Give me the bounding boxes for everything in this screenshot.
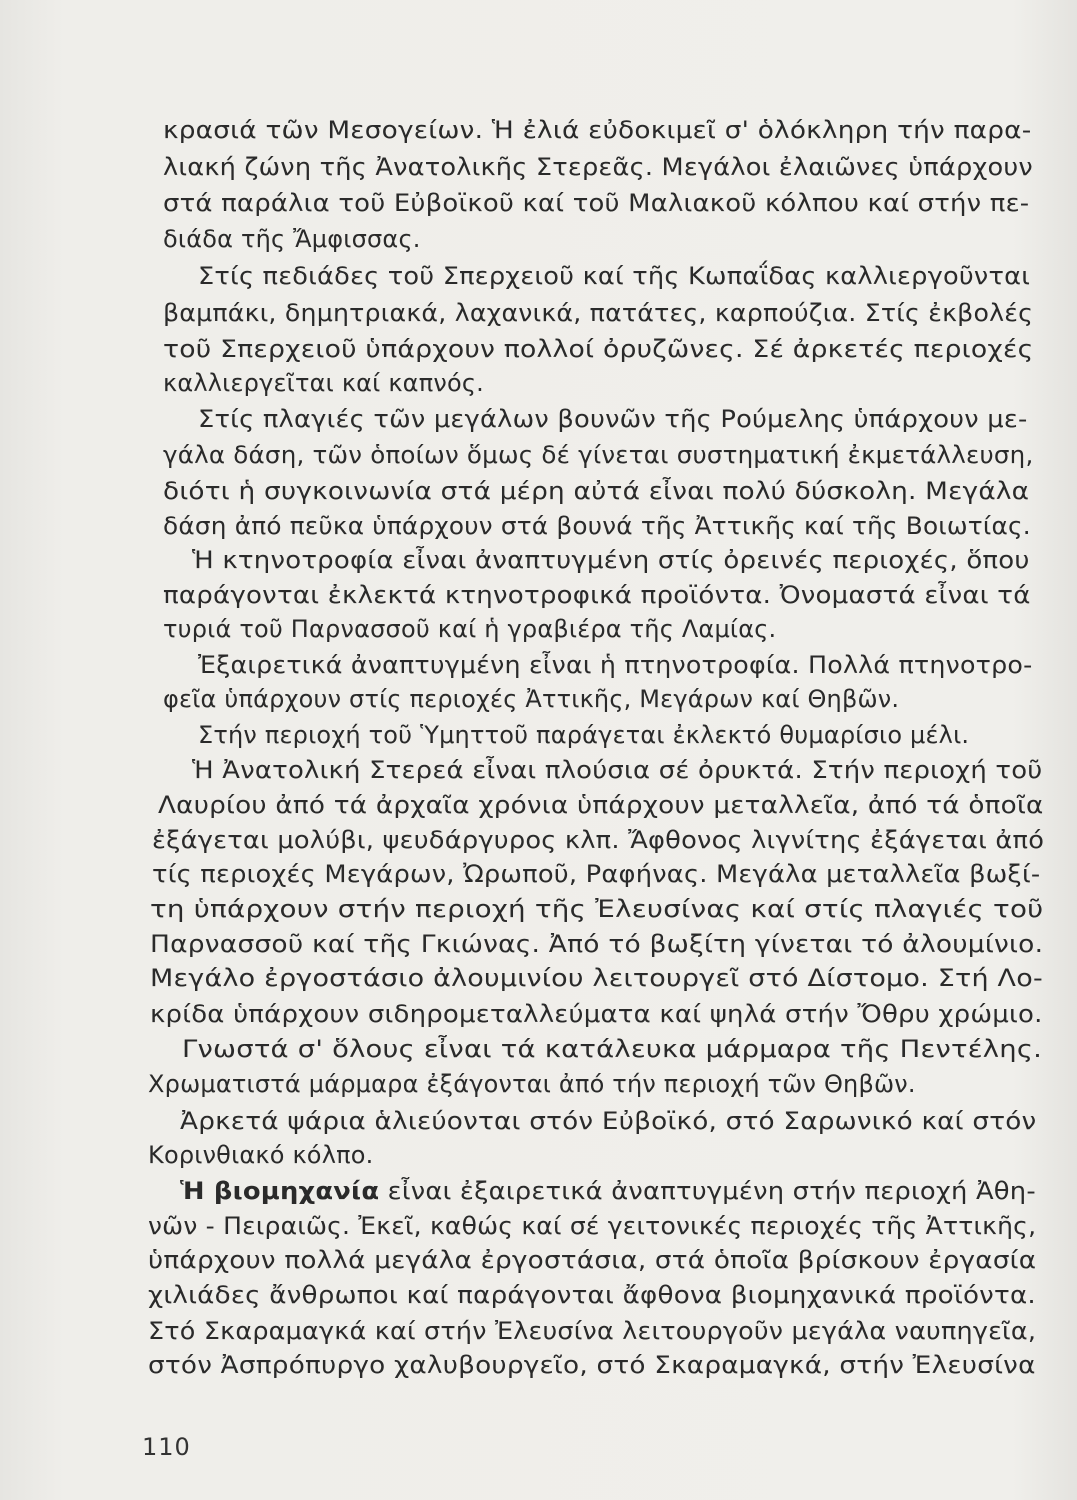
text-line: Ἡ κτηνοτροφία εἶναι ἀναπτυγμένη στίς ὀρεινές περιοχές, ὅπου [192, 546, 1030, 574]
text-line: κρίδα ὑπάρχουν σιδηρομεταλλεύματα καί ψηλά στήν Ὄθρυ χρώμιο. [150, 1000, 1043, 1028]
text-line: λιακή ζώνη τῆς Ἀνατολικῆς Στερεᾶς. Μεγάλοι ἐλαιῶνες ὑπάρχουν [163, 153, 1033, 181]
text-line: στόν Ἀσπρόπυργο χαλυβουργεῖο, στό Σκαραμαγκά, στήν Ἐλευσίνα [148, 1351, 1036, 1379]
text-line: ἐξάγεται μολύβι, ψευδάργυρος κλπ. Ἄφθονος λιγνίτης ἐξάγεται ἀπό [152, 826, 1045, 854]
text-line: Ἀρκετά ψάρια ἁλιεύονται στόν Εὐβοϊκό, στό Σαρωνικό καί στόν [180, 1107, 1037, 1135]
text-line: νῶν - Πειραιῶς. Ἐκεῖ, καθώς καί σέ γειτονικές περιοχές τῆς Ἀττικῆς, [148, 1212, 1037, 1240]
text-line: Στίς πλαγιές τῶν μεγάλων βουνῶν τῆς Ρούμελης ὑπάρχουν με- [198, 405, 1028, 433]
text-line: διότι ἡ συγκοινωνία στά μέρη αὐτά εἶναι πολύ δύσκολη. Μεγάλα [163, 477, 1030, 505]
text-line: κρασιά τῶν Μεσογείων. Ἡ ἐλιά εὐδοκιμεῖ σ' ὁλόκληρη τήν παρα- [163, 116, 1032, 144]
text-line: Ἡ Ἀνατολική Στερεά εἶναι πλούσια σέ ὀρυκτά. Στήν περιοχή τοῦ [192, 756, 1043, 784]
text-line: τη ὑπάρχουν στήν περιοχή τῆς Ἐλευσίνας καί στίς πλαγιές τοῦ [150, 895, 1044, 923]
text-line: ὑπάρχουν πολλά μεγάλα ἐργοστάσια, στά ὁποῖα βρίσκουν ἐργασία [148, 1246, 1037, 1274]
text-line: δάση ἀπό πεῦκα ὑπάρχουν στά βουνά τῆς Ἀττικῆς καί τῆς Βοιωτίας. [163, 512, 1031, 540]
text-line: Κορινθιακό κόλπο. [148, 1141, 374, 1169]
page-number: 110 [142, 1433, 191, 1461]
text-line: Μεγάλο ἐργοστάσιο ἀλουμινίου λειτουργεῖ στό Δίστομο. Στή Λο- [150, 964, 1043, 992]
bold-term: Ἡ βιομηχανία [180, 1177, 380, 1205]
text-line: βαμπάκι, δημητριακά, λαχανικά, πατάτες, καρπούζια. Στίς ἐκβολές [163, 299, 1034, 327]
text-line: χιλιάδες ἄνθρωποι καί παράγονται ἄφθονα βιομηχανικά προϊόντα. [148, 1281, 1036, 1309]
text-line: τοῦ Σπερχειοῦ ὑπάρχουν πολλοί ὀρυζῶνες. Σέ ἀρκετές περιοχές [163, 335, 1034, 363]
text-line [180, 1176, 1036, 1206]
text-line: διάδα τῆς Ἄμφισσας. [163, 225, 421, 253]
text-line: Παρνασσοῦ καί τῆς Γκιώνας. Ἀπό τό βωξίτη γίνεται τό ἀλουμίνιο. [150, 930, 1044, 958]
text-line: παράγονται ἐκλεκτά κτηνοτροφικά προϊόντα. Ὀνομαστά εἶναι τά [163, 581, 1031, 609]
text-span: εἶναι ἐξαιρετικά ἀναπτυγμένη στήν περιοχή Ἀθη- [387, 1177, 1036, 1205]
text-line: καλλιεργεῖται καί καπνός. [163, 369, 484, 397]
text-line: Γνωστά σ' ὅλους εἶναι τά κατάλευκα μάρμαρα τῆς Πεντέλης. [182, 1035, 1043, 1063]
text-line: τίς περιοχές Μεγάρων, Ὠρωποῦ, Ραφήνας. Μεγάλα μεταλλεῖα βωξί- [152, 860, 1041, 888]
text-line: Στό Σκαραμαγκά καί στήν Ἐλευσίνα λειτουργοῦν μεγάλα ναυπηγεῖα, [148, 1317, 1037, 1345]
text-line: στά παράλια τοῦ Εὐβοϊκοῦ καί τοῦ Μαλιακοῦ κόλπου καί στήν πε- [163, 189, 1030, 217]
text-line: τυριά τοῦ Παρνασσοῦ καί ἡ γραβιέρα τῆς Λαμίας. [163, 615, 777, 643]
text-line: φεῖα ὑπάρχουν στίς περιοχές Ἀττικῆς, Μεγάρων καί Θηβῶν. [163, 685, 900, 713]
text-line: Λαυρίου ἀπό τά ἀρχαῖα χρόνια ὑπάρχουν μεταλλεῖα, ἀπό τά ὁποῖα [158, 791, 1044, 819]
text-line: Ἐξαιρετικά ἀναπτυγμένη εἶναι ἡ πτηνοτροφία. Πολλά πτηνοτρο- [198, 651, 1033, 679]
text-line: γάλα δάση, τῶν ὁποίων ὅμως δέ γίνεται συστηματική ἐκμετάλλευση, [163, 441, 1034, 469]
text-line: Στήν περιοχή τοῦ Ὑμηττοῦ παράγεται ἐκλεκτό θυμαρίσιο μέλι. [198, 721, 970, 749]
text-line: Στίς πεδιάδες τοῦ Σπερχειοῦ καί τῆς Κωπαΐδας καλλιεργοῦνται [198, 262, 1031, 290]
text-line: Χρωματιστά μάρμαρα ἐξάγονται ἀπό τήν περιοχή τῶν Θηβῶν. [148, 1070, 916, 1098]
